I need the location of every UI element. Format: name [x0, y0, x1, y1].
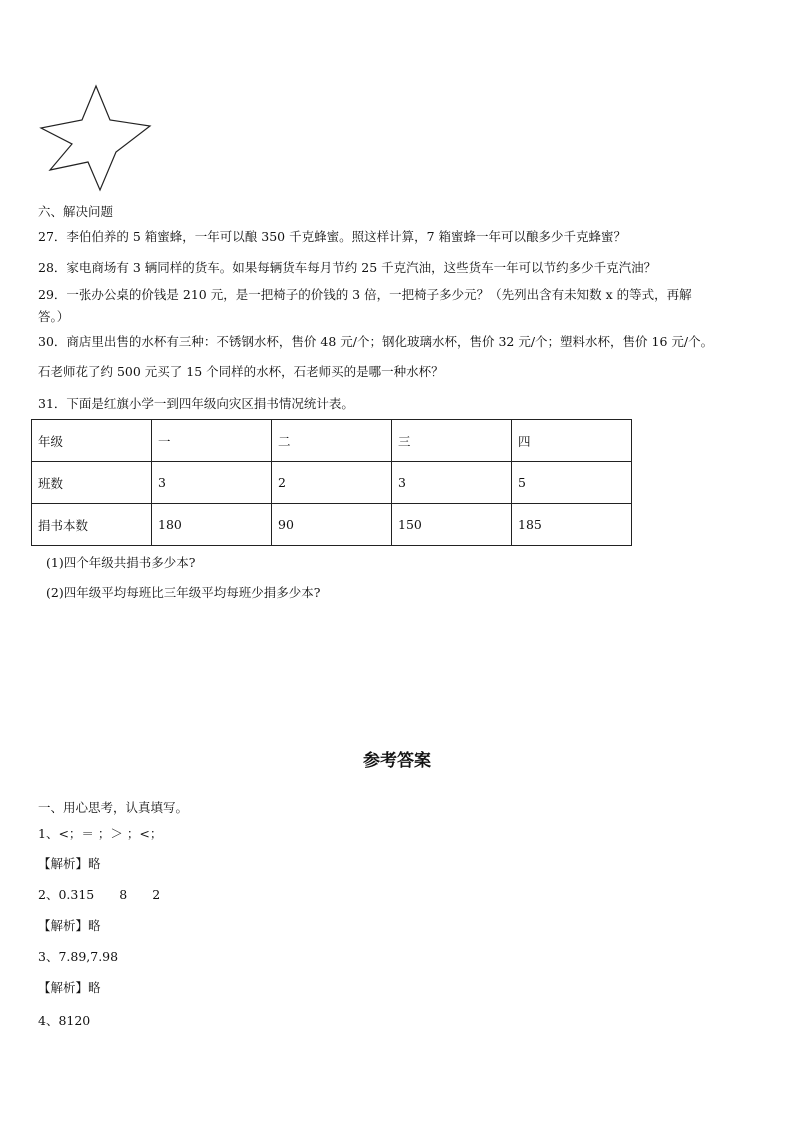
question-29-line2: 答。） [38, 309, 70, 324]
table-row [32, 462, 632, 504]
table-cell: 年级 [32, 420, 152, 462]
table-cell: 150 [392, 504, 512, 546]
answer-1-note: 【解析】略 [38, 856, 101, 871]
table-header-row [32, 420, 632, 462]
answer-2-note: 【解析】略 [38, 918, 101, 933]
section-heading-solve: 六、解决问题 [38, 204, 114, 219]
question-27: 27．李伯伯养的 5 箱蜜蜂，一年可以酿 350 千克蜂蜜。照这样计算，7 箱蜜蜂一年可以酿多少千克蜂蜜？ [38, 229, 627, 244]
question-28: 28．家电商场有 3 辆同样的货车。如果每辆货车每月节约 25 千克汽油，这些货车一年可以节约多少千克汽油？ [38, 260, 657, 275]
sub-question-2: (2)四年级平均每班比三年级平均每班少捐多少本? [46, 585, 321, 600]
table-cell: 捐书本数 [32, 504, 152, 546]
answer-4: 4、8120 [38, 1013, 91, 1028]
answers-section-1-heading: 一、用心思考，认真填写。 [38, 800, 189, 815]
six-point-star-figure [38, 84, 154, 192]
question-29-line1: 29．一张办公桌的价钱是 210 元，是一把椅子的价钱的 3 倍，一把椅子多少元？（先列出含有未知数 x 的等式，再解 [38, 287, 692, 302]
answer-3: 3、7.89,7.98 [38, 949, 119, 964]
sub-question-1: (1)四个年级共捐书多少本? [46, 555, 196, 570]
table-cell: 90 [272, 504, 392, 546]
table-row [32, 504, 632, 546]
table-cell: 二 [272, 420, 392, 462]
question-31: 31．下面是红旗小学一到四年级向灾区捐书情况统计表。 [38, 396, 354, 411]
answer-1: 1、<；＝ ；＞ ；<； [38, 826, 163, 841]
donation-stats-table [31, 419, 632, 546]
question-30-line1: 30．商店里出售的水杯有三种：不锈钢水杯，售价 48 元/个；钢化玻璃水杯，售价 32 元/个；塑料水杯，售价 16 元/个。 [38, 334, 714, 349]
answer-3-note: 【解析】略 [38, 980, 101, 995]
table-cell: 5 [512, 462, 632, 504]
answers-title: 参考答案 [363, 751, 431, 771]
table-cell: 2 [272, 462, 392, 504]
question-30-line2: 石老师花了约 500 元买了 15 个同样的水杯，石老师买的是哪一种水杯？ [38, 364, 444, 379]
table-cell: 3 [392, 462, 512, 504]
table-cell: 185 [512, 504, 632, 546]
table-cell: 三 [392, 420, 512, 462]
answer-2: 2、0.315 8 2 [38, 887, 161, 902]
table-cell: 180 [152, 504, 272, 546]
table-cell: 一 [152, 420, 272, 462]
table-cell: 四 [512, 420, 632, 462]
table-cell: 3 [152, 462, 272, 504]
table-cell: 班数 [32, 462, 152, 504]
